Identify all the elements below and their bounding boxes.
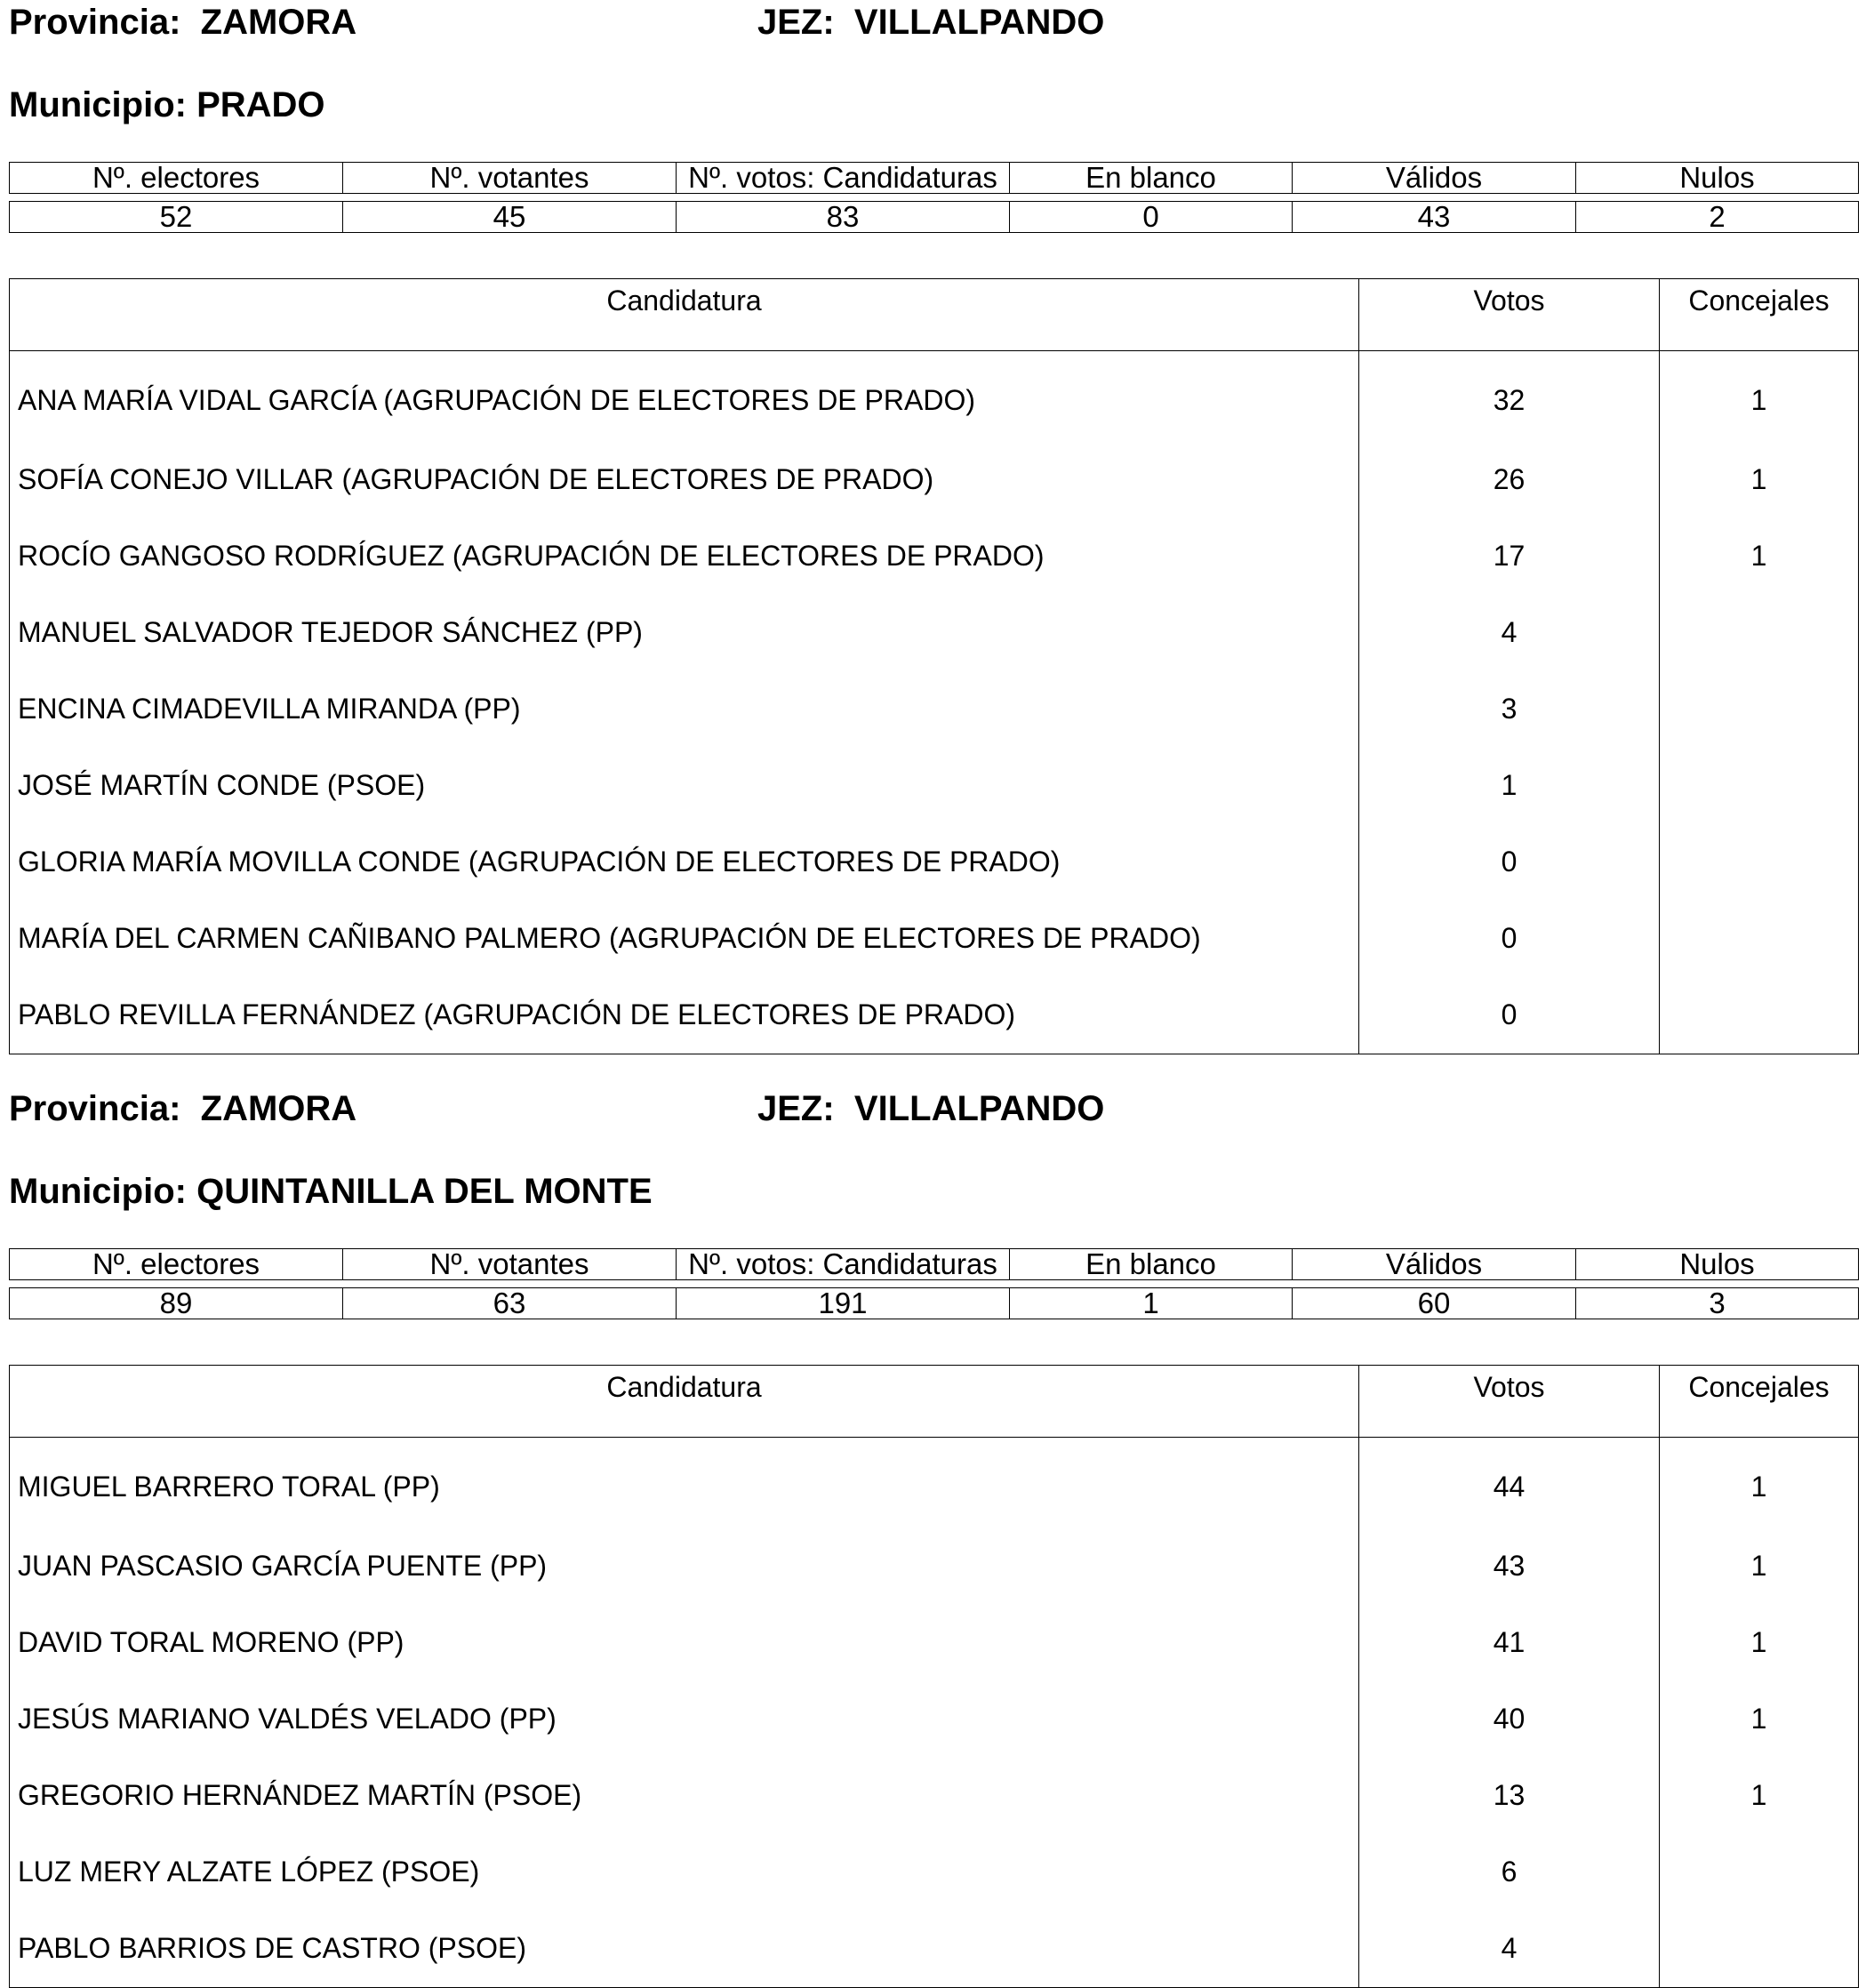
stats-value-cell: 43 — [1293, 202, 1576, 233]
candidate-name: JESÚS MARIANO VALDÉS VELADO (PP) — [10, 1681, 1359, 1758]
candidate-votos: 4 — [1359, 1911, 1660, 1988]
candidate-row — [10, 1528, 1859, 1605]
candidates-header-row — [10, 279, 1859, 351]
provincia-value: ZAMORA — [200, 3, 357, 42]
candidate-concejales — [1660, 901, 1859, 977]
candidate-row — [10, 977, 1859, 1054]
candidate-name: JOSÉ MARTÍN CONDE (PSOE) — [10, 748, 1359, 824]
candidates-table — [9, 1365, 1859, 1988]
candidate-row — [10, 442, 1859, 518]
candidate-name: PABLO REVILLA FERNÁNDEZ (AGRUPACIÓN DE ELECTORES DE PRADO) — [10, 977, 1359, 1054]
candidatura-header: Candidatura — [10, 1366, 1359, 1438]
candidate-votos: 41 — [1359, 1605, 1660, 1681]
candidate-votos: 43 — [1359, 1528, 1660, 1605]
candidate-row — [10, 1681, 1859, 1758]
stats-values-row — [10, 202, 1859, 233]
candidate-concejales: 1 — [1660, 1681, 1859, 1758]
candidate-votos: 4 — [1359, 595, 1660, 671]
concejales-header: Concejales — [1660, 279, 1859, 351]
candidate-concejales — [1660, 824, 1859, 901]
stats-header-cell: En blanco — [1010, 163, 1293, 194]
stats-value-cell: 45 — [343, 202, 677, 233]
municipio-heading: Municipio: QUINTANILLA DEL MONTE — [9, 1172, 653, 1211]
provincia-heading: Provincia: ZAMORA — [9, 1089, 357, 1128]
stats-values-table — [9, 201, 1859, 233]
stats-value-cell: 63 — [343, 1288, 677, 1319]
candidate-votos: 0 — [1359, 977, 1660, 1054]
candidate-votos: 13 — [1359, 1758, 1660, 1834]
stats-values-row — [10, 1288, 1859, 1319]
stats-header-cell: Nº. votos: Candidaturas — [677, 163, 1010, 194]
stats-header-cell: Nº. electores — [10, 1249, 343, 1280]
candidate-row — [10, 1911, 1859, 1988]
candidate-name: MARÍA DEL CARMEN CAÑIBANO PALMERO (AGRUPACIÓN DE ELECTORES DE PRADO) — [10, 901, 1359, 977]
candidate-concejales — [1660, 1834, 1859, 1911]
candidate-name: PABLO BARRIOS DE CASTRO (PSOE) — [10, 1911, 1359, 1988]
stats-value-cell: 60 — [1293, 1288, 1576, 1319]
candidate-concejales: 1 — [1660, 518, 1859, 595]
candidate-concejales: 1 — [1660, 1438, 1859, 1528]
candidate-concejales: 1 — [1660, 1605, 1859, 1681]
stats-header-row — [10, 1249, 1859, 1280]
stats-header-cell: Válidos — [1293, 1249, 1576, 1280]
municipio-value: PRADO — [196, 85, 325, 124]
stats-header-row — [10, 163, 1859, 194]
stats-value-cell: 89 — [10, 1288, 343, 1319]
candidate-row — [10, 671, 1859, 748]
candidate-name: SOFÍA CONEJO VILLAR (AGRUPACIÓN DE ELECTORES DE PRADO) — [10, 442, 1359, 518]
stats-header-table — [9, 1248, 1859, 1280]
candidate-concejales — [1660, 671, 1859, 748]
candidate-name: MANUEL SALVADOR TEJEDOR SÁNCHEZ (PP) — [10, 595, 1359, 671]
stats-header-cell: Nº. votos: Candidaturas — [677, 1249, 1010, 1280]
candidate-name: MIGUEL BARRERO TORAL (PP) — [10, 1438, 1359, 1528]
stats-header-cell: Nº. electores — [10, 163, 343, 194]
stats-header-cell: Nº. votantes — [343, 163, 677, 194]
candidate-concejales: 1 — [1660, 1528, 1859, 1605]
candidate-name: GLORIA MARÍA MOVILLA CONDE (AGRUPACIÓN DE ELECTORES DE PRADO) — [10, 824, 1359, 901]
stats-header-cell: Nº. votantes — [343, 1249, 677, 1280]
candidate-votos: 0 — [1359, 901, 1660, 977]
votos-header: Votos — [1359, 1366, 1660, 1438]
municipio-value: QUINTANILLA DEL MONTE — [196, 1172, 653, 1211]
stats-header-cell: Nulos — [1576, 163, 1859, 194]
stats-value-cell: 3 — [1576, 1288, 1859, 1319]
municipio-heading: Municipio: PRADO — [9, 85, 325, 124]
candidate-name: ENCINA CIMADEVILLA MIRANDA (PP) — [10, 671, 1359, 748]
jez-value: VILLALPANDO — [853, 1089, 1105, 1128]
candidate-name: LUZ MERY ALZATE LÓPEZ (PSOE) — [10, 1834, 1359, 1911]
candidate-votos: 32 — [1359, 351, 1660, 442]
candidate-votos: 26 — [1359, 442, 1660, 518]
candidates-table — [9, 278, 1859, 1054]
candidate-name: JUAN PASCASIO GARCÍA PUENTE (PP) — [10, 1528, 1359, 1605]
candidate-row — [10, 824, 1859, 901]
stats-value-cell: 191 — [677, 1288, 1010, 1319]
stats-value-cell: 0 — [1010, 202, 1293, 233]
jez-value: VILLALPANDO — [853, 3, 1105, 42]
candidate-concejales: 1 — [1660, 442, 1859, 518]
candidate-row — [10, 748, 1859, 824]
candidate-votos: 40 — [1359, 1681, 1660, 1758]
jez-heading: JEZ: VILLALPANDO — [757, 1089, 1105, 1128]
candidate-row — [10, 595, 1859, 671]
candidate-votos: 0 — [1359, 824, 1660, 901]
candidatura-header: Candidatura — [10, 279, 1359, 351]
stats-header-cell: En blanco — [1010, 1249, 1293, 1280]
candidate-votos: 6 — [1359, 1834, 1660, 1911]
candidate-concejales — [1660, 748, 1859, 824]
stats-value-cell: 2 — [1576, 202, 1859, 233]
candidate-concejales: 1 — [1660, 1758, 1859, 1834]
jez-heading: JEZ: VILLALPANDO — [757, 3, 1105, 42]
candidate-concejales: 1 — [1660, 351, 1859, 442]
candidate-name: ROCÍO GANGOSO RODRÍGUEZ (AGRUPACIÓN DE ELECTORES DE PRADO) — [10, 518, 1359, 595]
stats-values-table — [9, 1287, 1859, 1319]
candidates-header-row — [10, 1366, 1859, 1438]
provincia-heading: Provincia: ZAMORA — [9, 3, 357, 42]
candidate-row — [10, 518, 1859, 595]
candidate-votos: 1 — [1359, 748, 1660, 824]
candidate-concejales — [1660, 977, 1859, 1054]
candidate-row — [10, 351, 1859, 442]
stats-value-cell: 83 — [677, 202, 1010, 233]
concejales-header: Concejales — [1660, 1366, 1859, 1438]
stats-value-cell: 52 — [10, 202, 343, 233]
stats-header-cell: Nulos — [1576, 1249, 1859, 1280]
candidate-concejales — [1660, 1911, 1859, 1988]
candidate-votos: 17 — [1359, 518, 1660, 595]
candidate-row — [10, 901, 1859, 977]
candidate-row — [10, 1834, 1859, 1911]
candidate-concejales — [1660, 595, 1859, 671]
candidate-name: ANA MARÍA VIDAL GARCÍA (AGRUPACIÓN DE ELECTORES DE PRADO) — [10, 351, 1359, 442]
candidate-row — [10, 1438, 1859, 1528]
stats-header-table — [9, 162, 1859, 194]
candidate-votos: 3 — [1359, 671, 1660, 748]
provincia-value: ZAMORA — [200, 1089, 357, 1128]
candidate-votos: 44 — [1359, 1438, 1660, 1528]
candidate-row — [10, 1605, 1859, 1681]
candidate-row — [10, 1758, 1859, 1834]
votos-header: Votos — [1359, 279, 1660, 351]
candidate-name: DAVID TORAL MORENO (PP) — [10, 1605, 1359, 1681]
candidate-name: GREGORIO HERNÁNDEZ MARTÍN (PSOE) — [10, 1758, 1359, 1834]
stats-value-cell: 1 — [1010, 1288, 1293, 1319]
stats-header-cell: Válidos — [1293, 163, 1576, 194]
